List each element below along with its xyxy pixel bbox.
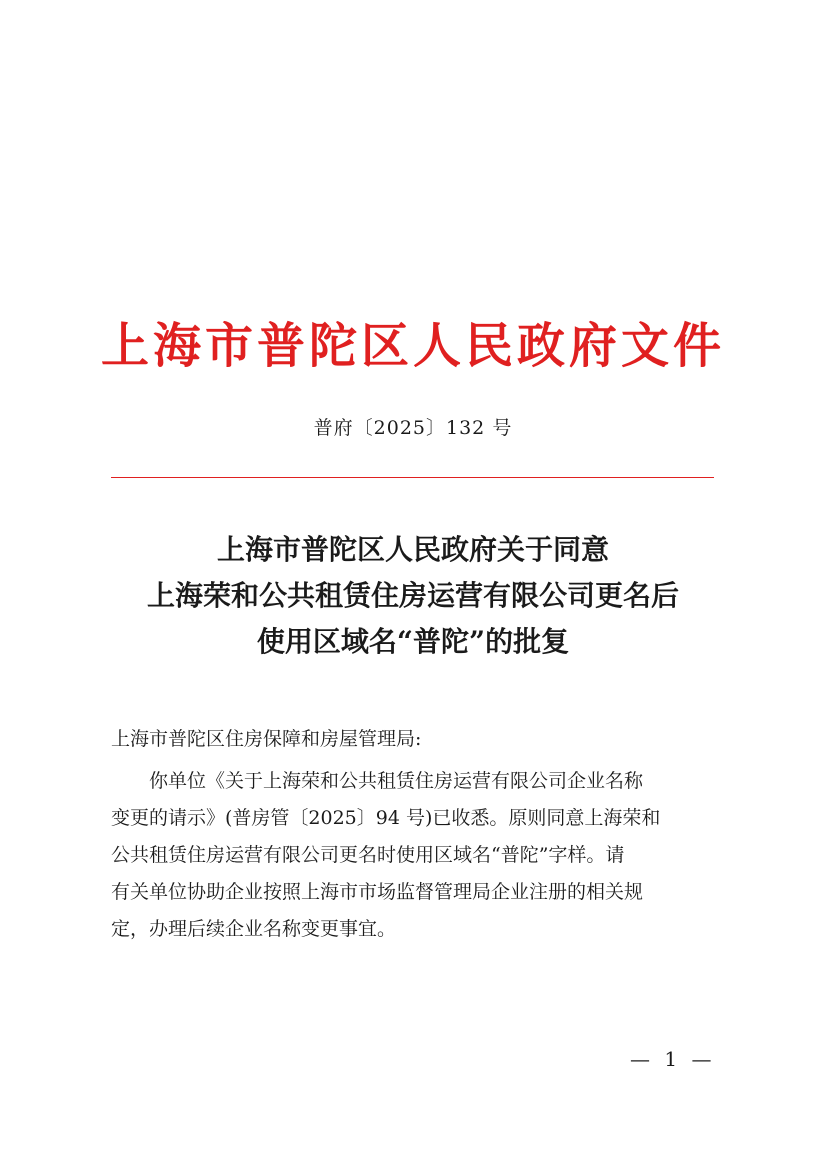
body-line: 有关单位协助企业按照上海市市场监督管理局企业注册的相关规 <box>111 881 644 903</box>
masthead-title: 上海市普陀区人民政府文件 <box>100 318 725 374</box>
body-line: 定，办理后续企业名称变更事宜。 <box>111 918 397 940</box>
title-line: 使用区域名“普陀”的批复 <box>256 625 570 658</box>
addressee: 上海市普陀区住房保障和房屋管理局: <box>111 728 422 750</box>
body-line: 变更的请示》(普房管〔2025〕94 号)已收悉。原则同意上海荣和 <box>111 807 661 829</box>
red-separator-line <box>111 477 714 478</box>
document-number: 普府〔2025〕132 号 <box>313 417 513 439</box>
body-line: 你单位《关于上海荣和公共租赁住房运营有限公司企业名称 <box>149 770 644 792</box>
body-text <box>111 763 725 948</box>
title-line: 上海市普陀区人民政府关于同意 <box>216 533 609 566</box>
body-line: 公共租赁住房运营有限公司更名时使用区域名“普陀”字样。请 <box>111 844 625 866</box>
page-number: — 1 — <box>630 1047 716 1071</box>
document-title <box>0 527 826 665</box>
title-line: 上海荣和公共租赁住房运营有限公司更名后 <box>146 579 679 612</box>
